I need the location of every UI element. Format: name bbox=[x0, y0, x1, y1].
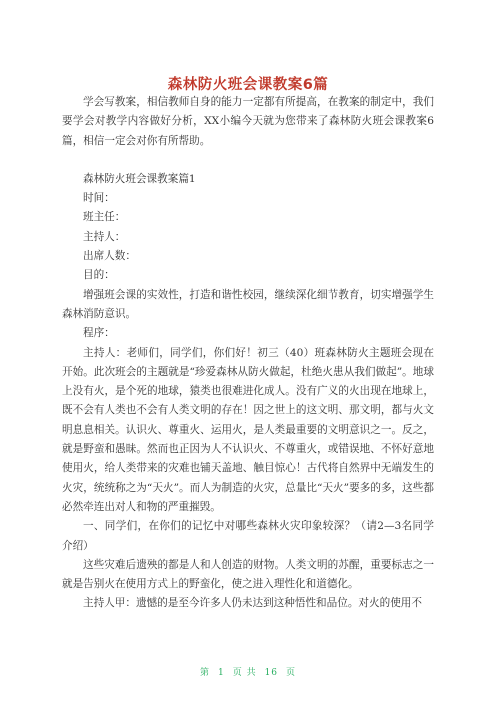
page-title: 森林防火班会课教案6篇 bbox=[167, 77, 329, 93]
footer-page-number: 1 bbox=[217, 668, 225, 678]
intro-paragraph: 学会写教案，相信教师自身的能力一定都有所提高，在教案的制定中，我们要学会对教学内容做好分析，XX小编今天就为您带来了森林防火班会课教案6篇，相信一定会对你有所帮助。 bbox=[62, 96, 434, 147]
purpose-paragraph: 增强班会课的实效性，打造和谐性校园，继续深化细节教育，切实增强学生森林消防意识。 bbox=[62, 288, 434, 320]
field-attendance: 出席人数： bbox=[83, 250, 136, 263]
field-purpose: 目的： bbox=[83, 269, 115, 282]
question-paragraph: 一、同学们，在你们的记忆中对哪些森林火灾印象较深？（请2—3名同学介绍） bbox=[62, 520, 434, 552]
field-time: 时间： bbox=[83, 192, 115, 205]
page-footer bbox=[0, 665, 496, 678]
section-heading: 森林防火班会课教案篇1 bbox=[83, 172, 196, 185]
footer-middle: 页 共 bbox=[232, 668, 257, 678]
host-a-paragraph: 主持人甲：遗憾的是至今许多人仍未达到这种悟性和品位。对火的使用不 bbox=[83, 597, 422, 610]
document-body bbox=[62, 93, 434, 614]
field-teacher: 班主任： bbox=[83, 211, 126, 224]
disaster-paragraph: 这些灾难后遗殃的都是人和人创造的财物。人类文明的苏醒，重要标志之一就是告别火在使用方式上的野蛮化，使之进入理性化和道德化。 bbox=[62, 558, 434, 591]
footer-prefix: 第 bbox=[199, 668, 210, 678]
host-speech-paragraph: 主持人：老师们，同学们，你们好！初三（40）班森林防火主题班会现在开始。此次班会的主题就是“珍爱森林从防火做起，杜绝火患从我们做起”。地球上没有火，是个死的地球，猿类也很难进化成人。没有广义的火出现在地球上，既不会有人类也不会有人类文明的存在！因之世上的这文明、那文明，都与火文明息息相关。认识火、尊重火、运用火，是人类最重要的文明意识之一。反之，就是野蛮和愚昧。然而也正因为人不认识火、不尊重火，或错误地、不怀好意地使用火，给人类带来的灾难也铺天盖地、触目惊心！古代将自然界中无端发生的火灾，统统称之为“天火”。而人为制造的火灾，总量比“天火”要多的多，这些都必然牵连出对人和物的严重摧毁。 bbox=[62, 346, 434, 513]
field-host: 主持人： bbox=[83, 230, 126, 243]
footer-total-pages: 16 bbox=[264, 668, 279, 678]
procedure-label: 程序： bbox=[83, 327, 115, 340]
footer-suffix: 页 bbox=[286, 668, 297, 678]
